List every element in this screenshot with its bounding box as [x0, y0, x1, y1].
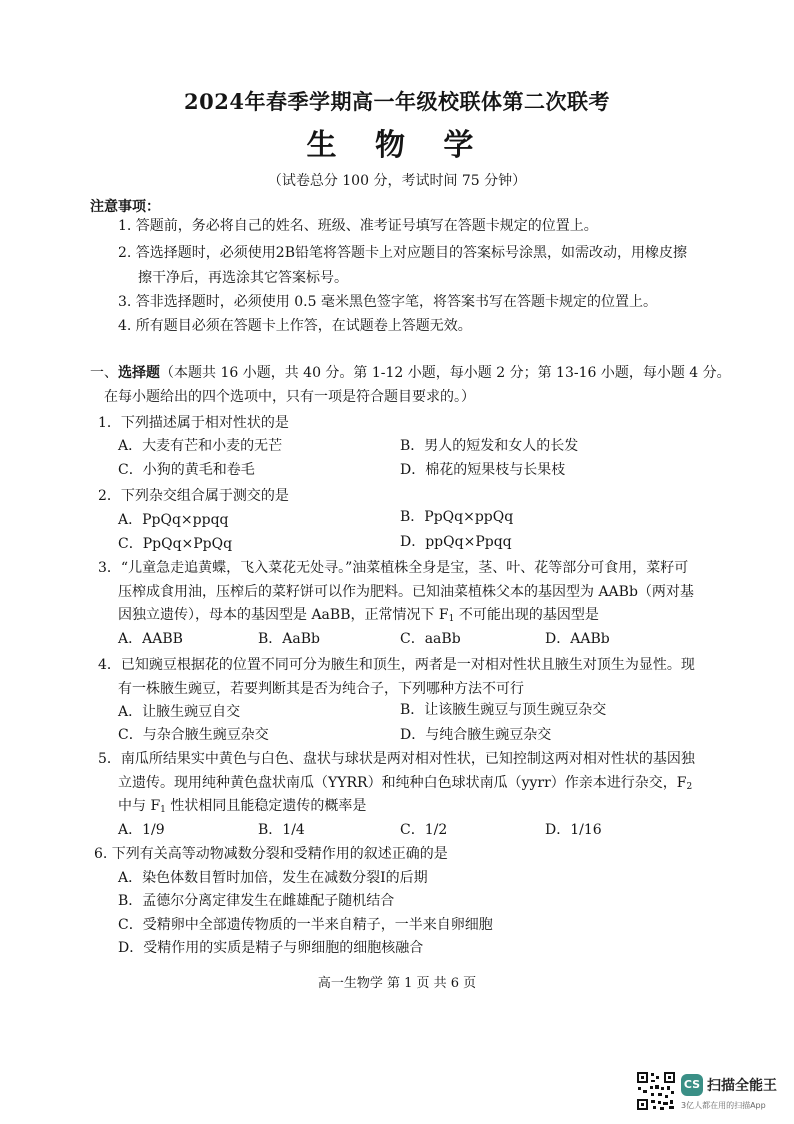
question-5-text: 立遗传。现用纯种黄色盘状南瓜（YYRR）和纯种白色球状南瓜（yyrr）作亲本进行杂交，F [118, 775, 687, 791]
notice-item: 2. 答选择题时，必须使用2B铅笔将答题卡上对应题目的答案标号涂黑，如需改动，用橡皮擦 [118, 245, 688, 261]
question-2-option-c: C．PpQq×PpQq [118, 536, 233, 552]
question-1-stem: 1．下列描述属于相对性状的是 [98, 415, 289, 431]
question-1-option-a: A．大麦有芒和小麦的无芒 [118, 438, 283, 454]
question-3-line: 3．“儿童急走追黄蝶，飞入菜花无处寻。”油菜植株全身是宝，茎、叶、花等部分可食用，菜籽可 [98, 560, 689, 576]
subscript: 1 [448, 614, 455, 624]
notice-item: 4. 所有题目必须在答题卡上作答，在试题卷上答题无效。 [118, 318, 472, 334]
section-rules-line2: 在每小题给出的四个选项中，只有一项是符合题目要求的。） [104, 389, 475, 405]
section-rules: （本题共 16 小题，共 40 分。第 1-12 小题，每小题 2 分；第 13-16 小题，每小题 4 分。 [160, 365, 731, 381]
qr-code-icon [636, 1071, 676, 1111]
subscript: 1 [160, 805, 166, 815]
section-title: 选择题 [118, 365, 160, 381]
question-4-option-d: D．与纯合腋生豌豆杂交 [400, 727, 552, 743]
section-heading [90, 364, 731, 382]
notice-item: 3. 答非选择题时，必须使用 0.5 毫米黑色签字笔，将答案书写在答题卡规定的位置上。 [118, 294, 657, 310]
question-3-line: 压榨成食用油，压榨后的菜籽饼可以作为肥料。已知油菜植株父本的基因型为 AABb（两对基 [118, 584, 694, 600]
question-5-line [118, 774, 692, 796]
question-2-stem: 2．下列杂交组合属于测交的是 [98, 488, 289, 504]
question-4-line: 有一株腋生豌豆，若要判断其是否为纯合子，下列哪种方法不可行 [118, 681, 524, 697]
scanner-app-name: 扫描全能王 [707, 1078, 777, 1094]
question-2-option-d: D．ppQq×Ppqq [400, 534, 512, 550]
question-6-stem: 6. 下列有关高等动物减数分裂和受精作用的叙述正确的是 [94, 846, 448, 862]
camscanner-logo-icon: CS [681, 1074, 703, 1096]
question-1-option-d: D．棉花的短果枝与长果枝 [400, 462, 566, 478]
question-5-option-a: A．1/9 [118, 822, 165, 838]
question-5-text: 中与 F [118, 798, 161, 814]
subject-title: 生 物 学 [306, 128, 488, 163]
page-footer: 高一生物学 第 1 页 共 6 页 [317, 976, 477, 991]
question-6-option-d: D．受精作用的实质是精子与卵细胞的细胞核融合 [118, 940, 424, 956]
question-1-option-c: C．小狗的黄毛和卷毛 [118, 462, 255, 478]
question-5-text: 性状相同且能稳定遗传的概率是 [165, 798, 367, 814]
notice-item: 1. 答题前，务必将自己的姓名、班级、准考证号填写在答题卡规定的位置上。 [118, 218, 598, 234]
question-3-line [118, 606, 599, 628]
question-5-option-b: B．1/4 [258, 822, 305, 838]
exam-title: 2024年春季学期高一年级校联体第二次联考 [184, 89, 610, 114]
question-6-option-a: A．染色体数目暂时加倍，发生在减数分裂Ⅰ的后期 [118, 870, 428, 886]
notice-heading: 注意事项： [90, 199, 160, 215]
question-3-option-c: C．aaBb [400, 631, 461, 647]
question-6-option-c: C．受精卵中全部遗传物质的一半来自精子，一半来自卵细胞 [118, 917, 493, 933]
question-4-option-a: A．让腋生豌豆自交 [118, 704, 241, 720]
question-4-option-b: B．让该腋生豌豆与顶生豌豆杂交 [400, 702, 607, 718]
question-3-option-d: D．AABb [545, 631, 610, 647]
question-4-line: 4．已知豌豆根据花的位置不同可分为腋生和顶生，两者是一对相对性状且腋生对顶生为显性。现 [98, 657, 695, 673]
question-2-option-b: B．PpQq×ppQq [400, 509, 514, 525]
question-5-option-c: C．1/2 [400, 822, 448, 838]
subscript: 2 [686, 782, 693, 792]
scanner-tagline: 3亿人都在用的扫描App [681, 1101, 766, 1110]
question-3-option-a: A．AABB [118, 631, 183, 647]
question-5-line [118, 797, 366, 819]
section-prefix: 一、 [90, 365, 118, 381]
question-5-line: 5．南瓜所结果实中黄色与白色、盘状与球状是两对相对性状，已知控制这两对相对性状的基因独 [98, 751, 695, 767]
question-3-text: 不可能出现的基因型是 [454, 607, 599, 623]
exam-info: （试卷总分 100 分，考试时间 75 分钟） [267, 173, 527, 189]
question-4-option-c: C．与杂合腋生豌豆杂交 [118, 727, 269, 743]
question-6-option-b: B．孟德尔分离定律发生在雌雄配子随机结合 [118, 893, 395, 909]
question-2-option-a: A．PpQq×ppqq [118, 512, 229, 528]
question-3-text: 因独立遗传），母本的基因型是 AaBB，正常情况下 F [118, 607, 449, 623]
question-5-option-d: D．1/16 [545, 822, 602, 838]
question-3-option-b: B．AaBb [258, 631, 320, 647]
question-1-option-b: B．男人的短发和女人的长发 [400, 438, 579, 454]
notice-item-continued: 擦干净后，再选涂其它答案标号。 [138, 270, 348, 286]
